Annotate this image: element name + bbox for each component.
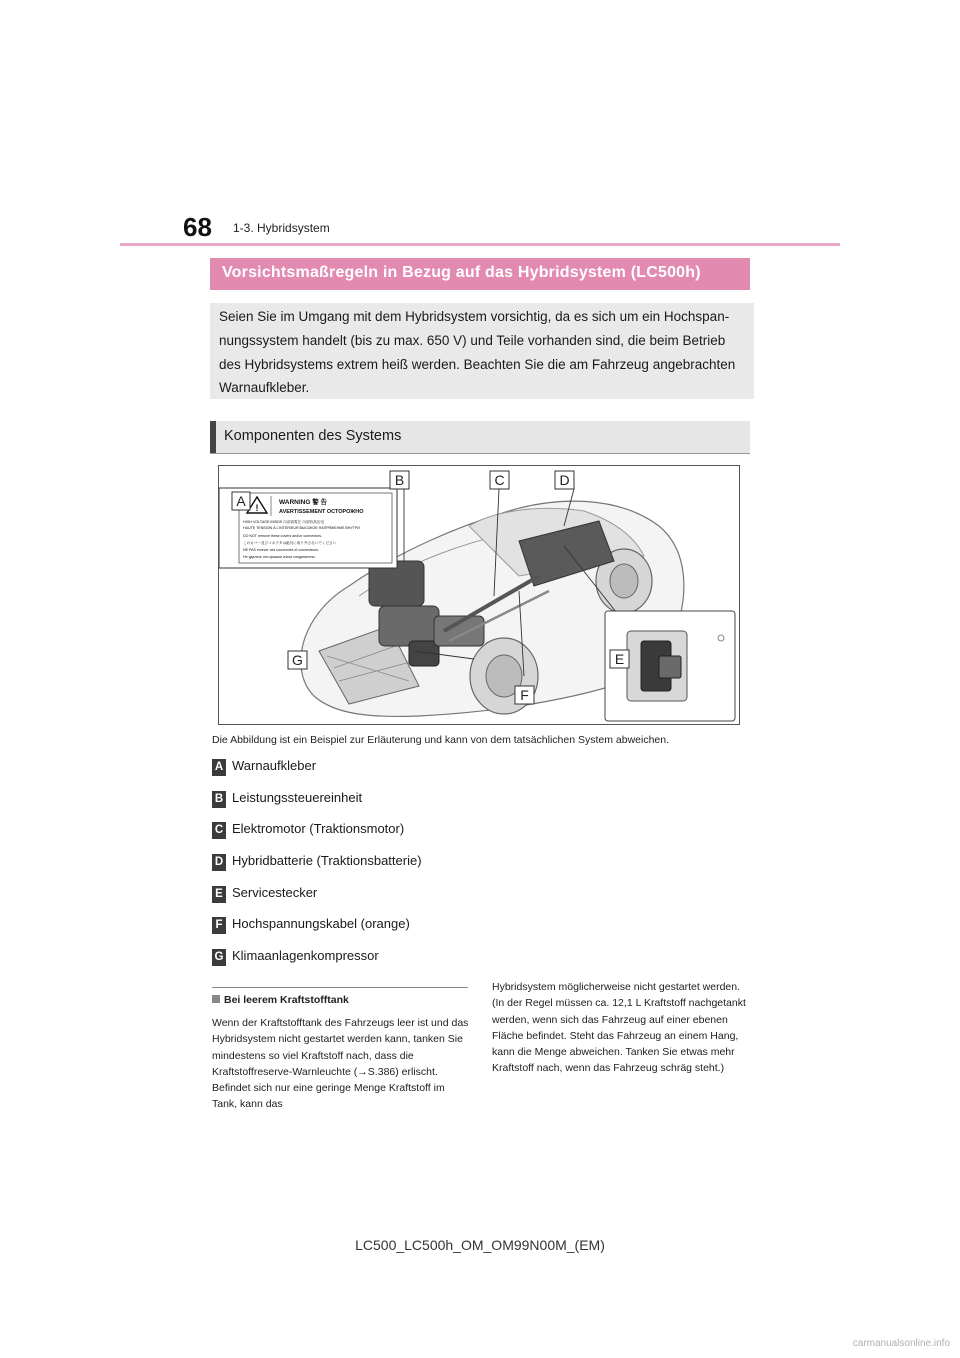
note-heading: [212, 994, 349, 1006]
car-illustration: [219, 466, 739, 724]
legend-badge: B: [212, 791, 226, 808]
callout-a: A: [236, 493, 246, 509]
subheading-accent: [210, 421, 216, 453]
label-line-7: NE PAS enlever ces couvercles et connecteurs.: [243, 548, 320, 552]
footer-code: LC500_LC500h_OM_OM99N00M_(EM): [355, 1237, 605, 1253]
intro-box: [210, 303, 754, 399]
square-bullet-icon: [212, 995, 220, 1003]
callout-e: E: [614, 651, 625, 667]
diagram-caption: Die Abbildung ist ein Beispiel zur Erläuterung und kann von dem tatsächlichen System abweichen.: [212, 734, 670, 746]
svg-text:!: !: [255, 503, 259, 513]
callout-d: D: [559, 472, 570, 488]
title-bar: [210, 258, 750, 290]
page-title: Vorsichtsmaßregeln in Bezug auf das Hybridsystem (LC500h): [222, 264, 701, 281]
legend-badge: F: [212, 917, 226, 934]
label-line-2: AVERTISSEMENT ОСТОРОЖНО: [279, 509, 364, 515]
note-text-right: Hybridsystem möglicherweise nicht gestartet werden. (In der Regel müssen ca. 12,1 L Kraftstoff nachgetankt werden, wenn sich das Fahrzeug auf einer ebenen Fläche befindet. Steht das Fahrzeug an einem Hang, kann die Menge abweichen. Tanken Sie etwas mehr Kraftstoff nach, wenn das Fahrzeug schräg steht.): [492, 981, 746, 1075]
subheading-text: Komponenten des Systems: [224, 428, 402, 444]
callout-f: F: [520, 687, 529, 703]
label-line-8: Не удалять эти крышки и/или соединители.: [243, 555, 316, 559]
note-divider: [212, 987, 468, 988]
note-heading-text: Bei leerem Kraftstofftank: [224, 994, 349, 1006]
legend-text: Klimaanlagenkompressor: [232, 948, 379, 963]
callout-b: B: [394, 472, 405, 488]
label-line-4: HAUTE TENSION À L'INTÉRIEUR ВЫСОКОЕ НАПРЯЖЕНИЕ ВНУТРИ: [243, 526, 360, 530]
label-line-3: HIGH VOLTAGE INSIDE 內部高電圧 內部有高压电: [243, 520, 324, 524]
callout-g: G: [292, 652, 303, 668]
system-diagram: [218, 465, 740, 725]
legend-text: Hochspannungskabel (orange): [232, 916, 410, 931]
header-rule: [120, 243, 840, 246]
section-label: 1-3. Hybridsystem: [233, 221, 330, 235]
legend-text: Elektromotor (Traktionsmotor): [232, 821, 405, 836]
legend-text: Leistungssteuereinheit: [232, 790, 363, 805]
page-number: 68: [183, 212, 212, 242]
watermark: carmanualsonline.info: [852, 1338, 950, 1349]
legend-text: Warnaufkleber: [232, 758, 317, 773]
legend-badge: G: [212, 949, 226, 966]
legend-badge: E: [212, 886, 226, 903]
intro-text: Seien Sie im Umgang mit dem Hybridsystem vorsichtig, da es sich um ein Hochspan-nungssystem handelt (bis zu max. 650 V) und Teile vorhanden sind, die beim Betrieb des Hybridsystems extrem heiß werden. Beachten Sie die am Fahrzeug angebrachten Warnaufkleber.: [219, 309, 736, 396]
legend-badge: C: [212, 822, 226, 839]
legend-text: Hybridbatterie (Traktionsbatterie): [232, 853, 422, 868]
callout-c: C: [494, 472, 505, 488]
subheading-bar: [210, 421, 750, 454]
label-line-5: DO NOT remove these covers and/or connectors.: [243, 534, 323, 538]
legend-badge: A: [212, 759, 226, 776]
note-text-left: Wenn der Kraftstofftank des Fahrzeugs leer ist und das Hybridsystem nicht gestartet werden kann, tanken Sie mindestens so viel Kraftstoff nach, dass die Kraftstoffreserve-Warnleuchte (→S.386) erlischt. Befindet sich nur eine geringe Menge Kraftstoff im Tank, kann das: [212, 1017, 469, 1111]
label-line-1: WARNING 警 告: [279, 499, 328, 506]
label-line-6: このカバー及びコネクタは絶対に取り外さないでください: [243, 541, 337, 545]
legend-badge: D: [212, 854, 226, 871]
legend-text: Servicestecker: [232, 885, 318, 900]
